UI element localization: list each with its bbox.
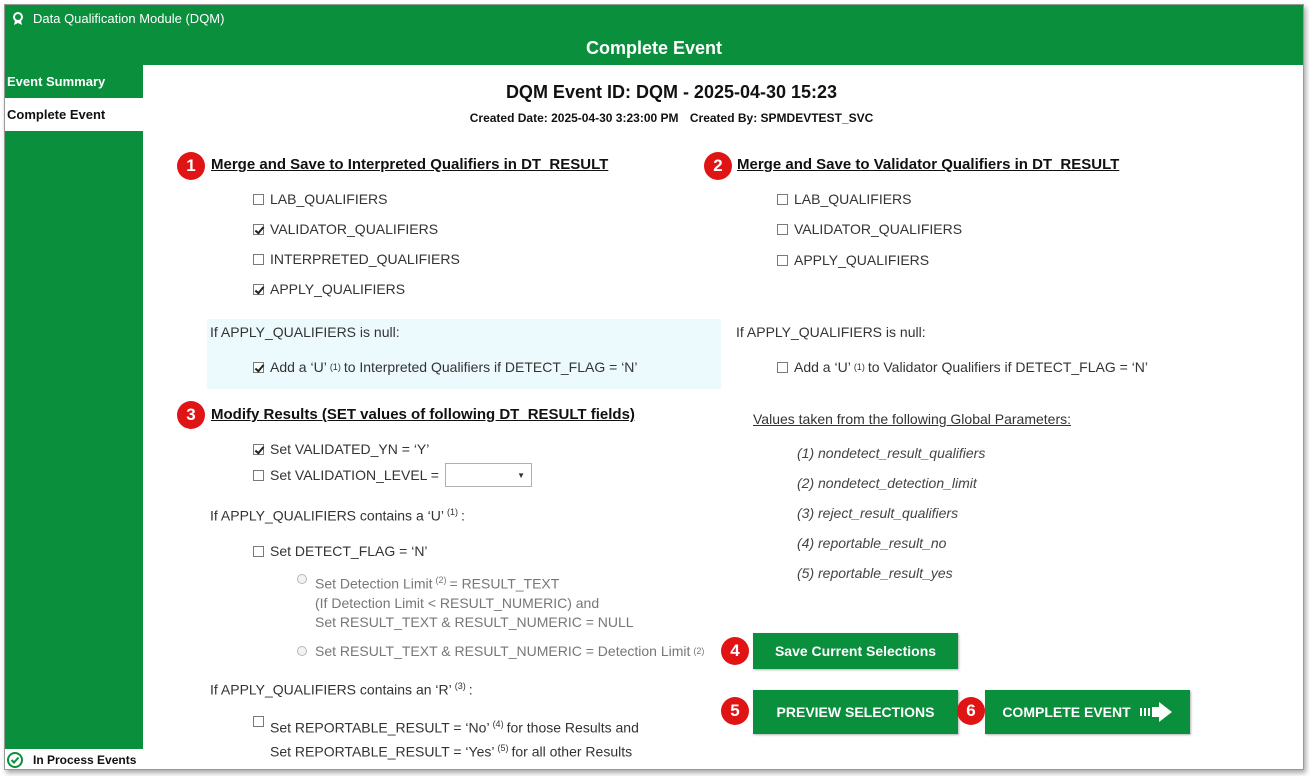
sidebar xyxy=(5,65,143,770)
set-detect-flag-option[interactable] xyxy=(253,543,428,559)
save-current-selections-button[interactable]: Save Current Selections xyxy=(753,633,958,669)
window-title: Data Qualification Module (DQM) xyxy=(33,10,225,26)
checkbox[interactable] xyxy=(253,224,264,235)
section1-add-u-option[interactable] xyxy=(253,359,638,375)
radio-button[interactable] xyxy=(297,646,307,656)
option-label: INTERPRETED_QUALIFIERS xyxy=(270,251,460,267)
section2-add-u-option[interactable] xyxy=(777,359,1148,375)
step-badge-4: 4 xyxy=(721,637,749,665)
step-badge-6: 6 xyxy=(957,697,985,725)
checkbox[interactable] xyxy=(777,224,788,235)
section1-option-interpreted[interactable] xyxy=(253,251,460,267)
created-by: Created By: SPMDEVTEST_SVC xyxy=(689,111,874,125)
section1-null-label: If APPLY_QUALIFIERS is null: xyxy=(210,324,400,340)
created-date: Created Date: 2025-04-30 3:23:00 PM xyxy=(469,111,679,125)
section2-heading: Merge and Save to Validator Qualifiers in DT_RESULT xyxy=(737,156,1120,173)
checkbox[interactable] xyxy=(777,362,788,373)
sidebar-item-in-process-events[interactable] xyxy=(5,749,143,770)
app-icon xyxy=(11,11,25,25)
step-badge-1: 1 xyxy=(177,152,205,180)
global-param-item: (2) nondetect_detection_limit xyxy=(797,475,977,491)
sidebar-bottom-label: In Process Events xyxy=(33,753,137,767)
global-param-item: (4) reportable_result_no xyxy=(797,535,947,551)
option-label: Add a ‘U’ xyxy=(794,359,851,375)
section2-option-apply[interactable] xyxy=(777,252,929,268)
option-label: Add a ‘U’ xyxy=(270,359,327,375)
checkbox[interactable] xyxy=(253,194,264,205)
sidebar-item-complete-event[interactable]: Complete Event xyxy=(5,98,143,131)
app-window xyxy=(4,4,1304,770)
option-label: Set VALIDATION_LEVEL = xyxy=(270,467,439,483)
u-contains-label: If APPLY_QUALIFIERS contains a ‘U’ $^{(1)}$ : xyxy=(210,507,465,524)
checkbox[interactable] xyxy=(253,716,264,727)
checkbox[interactable] xyxy=(253,546,264,557)
checkbox[interactable] xyxy=(777,194,788,205)
option-label: LAB_QUALIFIERS xyxy=(794,191,912,207)
preview-selections-button[interactable]: PREVIEW SELECTIONS xyxy=(753,690,958,734)
section1-option-lab[interactable] xyxy=(253,191,388,207)
check-circle-icon xyxy=(7,752,23,768)
option-label: Set VALIDATED_YN = ‘Y’ xyxy=(270,441,430,457)
global-param-item: (5) reportable_result_yes xyxy=(797,565,953,581)
r-contains-label: If APPLY_QUALIFIERS contains an ‘R’ $^{(3)}$ : xyxy=(210,681,473,698)
complete-event-button[interactable] xyxy=(985,690,1190,734)
checkbox[interactable] xyxy=(253,362,264,373)
section3-heading: Modify Results (SET values of following DT_RESULT fields) xyxy=(211,406,635,423)
checkbox[interactable] xyxy=(777,255,788,266)
step-badge-2: 2 xyxy=(704,152,732,180)
option-label: Set DETECT_FLAG = ‘N’ xyxy=(270,543,428,559)
section1-heading: Merge and Save to Interpreted Qualifiers in DT_RESULT xyxy=(211,156,609,173)
section1-option-validator[interactable] xyxy=(253,221,438,237)
validation-level-dropdown[interactable] xyxy=(445,463,532,487)
checkbox[interactable] xyxy=(253,470,264,481)
radio-button[interactable] xyxy=(297,574,307,584)
sidebar-item-event-summary[interactable]: Event Summary xyxy=(7,74,106,89)
section2-option-lab[interactable] xyxy=(777,191,912,207)
option-label: VALIDATOR_QUALIFIERS xyxy=(270,221,439,237)
step-badge-5: 5 xyxy=(721,697,749,725)
arrow-right-icon xyxy=(1139,701,1173,723)
checkbox[interactable] xyxy=(253,284,264,295)
chevron-down-icon: ▼ xyxy=(517,470,525,480)
footnote-ref: (1) xyxy=(329,362,341,372)
section2-option-validator[interactable] xyxy=(777,221,962,237)
main-content xyxy=(143,65,1304,770)
option-label-cont: to Interpreted Qualifiers if DETECT_FLAG = ‘N’ xyxy=(343,359,638,375)
option-label: Set RESULT_TEXT & RESULT_NUMERIC = Detection Limit xyxy=(315,643,691,659)
complete-event-label: COMPLETE EVENT xyxy=(1002,704,1131,720)
global-params-heading: Values taken from the following Global Parameters: xyxy=(753,411,1072,427)
option-label: APPLY_QUALIFIERS xyxy=(270,281,406,297)
set-validation-level-option[interactable] xyxy=(253,463,532,487)
section2-null-label: If APPLY_QUALIFIERS is null: xyxy=(736,324,926,340)
option-label: APPLY_QUALIFIERS xyxy=(794,252,930,268)
radio1-line3: Set RESULT_TEXT & RESULT_NUMERIC = NULL xyxy=(315,613,634,630)
set-validated-yn-option[interactable] xyxy=(253,441,429,457)
radio1-line2: (If Detection Limit < RESULT_NUMERIC) and xyxy=(315,594,600,611)
set-reportable-result-option[interactable]: Set REPORTABLE_RESULT = ‘No’ $^{(4)}$ for those Results and Set REPORTABLE_RESULT = ‘Yes’ $^{(5)}$ for all other Results xyxy=(253,714,639,761)
option-label: VALIDATOR_QUALIFIERS xyxy=(794,221,963,237)
result-equals-limit-radio-option[interactable] xyxy=(297,643,707,659)
option-label: LAB_QUALIFIERS xyxy=(270,191,388,207)
checkbox[interactable] xyxy=(253,254,264,265)
detection-limit-radio-option[interactable]: Set Detection Limit $^{(2)}$ = RESULT_TEXT (If Detection Limit < RESULT_NUMERIC) and Set RESULT_TEXT & RESULT_NUMERIC = NULL xyxy=(297,571,634,632)
step-badge-3: 3 xyxy=(177,401,205,429)
section1-option-apply[interactable] xyxy=(253,281,405,297)
event-id-title: DQM Event ID: DQM - 2025-04-30 15:23 xyxy=(505,82,838,102)
checkbox[interactable] xyxy=(253,444,264,455)
option-label-cont: to Validator Qualifiers if DETECT_FLAG = ‘N’ xyxy=(867,359,1149,375)
page-header: Complete Event xyxy=(5,31,1303,65)
footnote-ref: (1) xyxy=(853,362,865,372)
created-info xyxy=(143,111,1200,125)
global-param-item: (1) nondetect_result_qualifiers xyxy=(797,445,986,461)
title-bar xyxy=(5,5,1303,31)
global-param-item: (3) reject_result_qualifiers xyxy=(797,505,959,521)
footnote-ref: (2) xyxy=(693,646,705,656)
